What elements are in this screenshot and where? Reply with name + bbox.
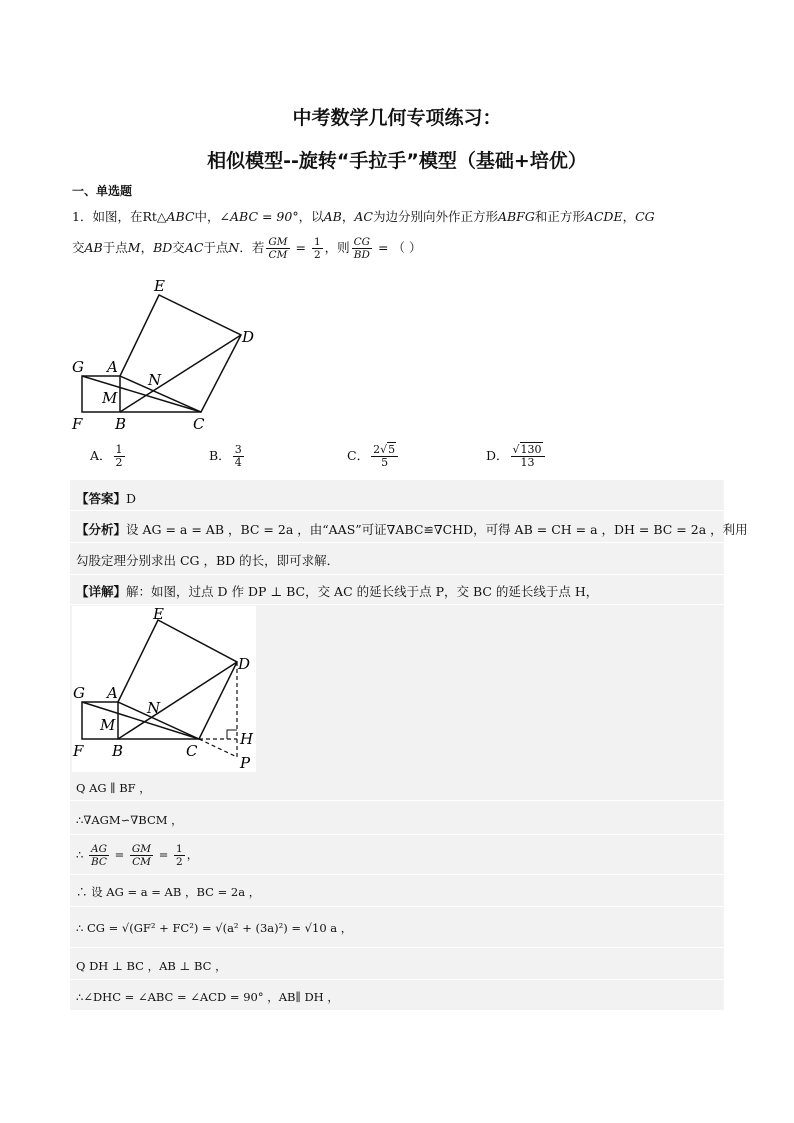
label-g: G bbox=[72, 358, 84, 376]
detail-line-1: 【详解】解：如图，过点 D 作 DP ⊥ BC，交 AC 的延长线于点 P，交 BC 的延长线于点 H， bbox=[76, 584, 599, 599]
geometry-figure-solution bbox=[72, 606, 256, 772]
label-a: A bbox=[107, 684, 118, 702]
step-7: ∴∠DHC = ∠ABC = ∠ACD = 90° ，AB∥ DH ， bbox=[76, 990, 339, 1004]
label-g: G bbox=[73, 684, 85, 702]
label-f: F bbox=[72, 415, 83, 433]
divider bbox=[70, 574, 724, 575]
option-d[interactable]: D． $\frac{√130}{13}$ bbox=[486, 444, 547, 469]
page-subtitle: 相似模型--旋转“手拉手”模型（基础+培优） bbox=[207, 150, 587, 172]
divider bbox=[70, 979, 724, 980]
geometry-figure-question bbox=[70, 275, 270, 435]
divider bbox=[70, 800, 724, 801]
answer-row: 【答案】D bbox=[76, 491, 137, 506]
divider bbox=[70, 542, 724, 543]
section-label: 一、单选题 bbox=[72, 184, 133, 198]
label-b: B bbox=[112, 742, 124, 760]
label-e: E bbox=[153, 606, 164, 623]
option-a[interactable]: A． $\frac{1}{2}$ bbox=[90, 443, 123, 469]
analysis-line-1: 【分析】设 AG = a = AB ，BC = 2a ，由“AAS”可证∇ABC≌∇CHD，可得 AB = CH = a ，DH = BC = 2a ，利用 bbox=[76, 522, 748, 537]
option-c[interactable]: C． $\frac{2√5}{5}$ bbox=[347, 444, 400, 469]
step-4: ∴ 设 AG = a = AB ，BC = 2a ， bbox=[76, 885, 261, 899]
label-d: D bbox=[238, 655, 251, 673]
divider bbox=[70, 834, 724, 835]
label-e: E bbox=[154, 277, 165, 295]
step-1: Q AG ∥ BF ， bbox=[76, 781, 151, 795]
page-title: 中考数学几何专项练习： bbox=[292, 107, 502, 129]
label-b: B bbox=[115, 415, 127, 433]
divider bbox=[70, 510, 724, 511]
question-line-2: 交AB于点M，BD交AC于点N．若 $\frac{GM}{CM}$ = $\frac{1}{2}$ ，则 $\frac{CG}{BD}$ = （ ） bbox=[72, 236, 422, 261]
step-2: ∴∇AGM∽∇BCM ， bbox=[76, 813, 183, 827]
label-c: C bbox=[186, 742, 198, 760]
fraction-gm-cm: $\frac{GM}{CM}$ bbox=[268, 236, 288, 261]
label-m: M bbox=[102, 389, 118, 407]
label-p: P bbox=[240, 754, 251, 772]
step-6: Q DH ⊥ BC ，AB ⊥ BC ， bbox=[76, 959, 227, 973]
label-n: N bbox=[148, 371, 162, 389]
option-b[interactable]: B． $\frac{3}{4}$ bbox=[209, 443, 242, 469]
analysis-line-2: 勾股定理分别求出 CG ，BD 的长，即可求解． bbox=[76, 553, 340, 568]
label-n: N bbox=[147, 699, 161, 717]
divider bbox=[70, 874, 724, 875]
label-c: C bbox=[193, 415, 205, 433]
label-m: M bbox=[100, 716, 116, 734]
label-a: A bbox=[107, 358, 118, 376]
label-d: D bbox=[242, 328, 255, 346]
label-h: H bbox=[240, 730, 254, 748]
divider bbox=[70, 604, 724, 605]
fraction-one-half: $\frac{1}{2}$ bbox=[313, 236, 321, 261]
divider bbox=[70, 947, 724, 948]
label-f: F bbox=[73, 742, 84, 760]
step-3: ∴ $\frac{AG}{BC}$ = $\frac{GM}{CM}$ = $\frac{1}{2}$ ， bbox=[76, 843, 199, 868]
step-5: ∴ CG = √(GF² + FC²) = √(a² + (3a)²) = √10 a ， bbox=[76, 921, 353, 935]
question-line-1: 1．如图，在Rt△ABC中，∠ABC = 90°，以AB，AC为边分别向外作正方形ABFG和正方形ACDE，CG bbox=[72, 209, 655, 224]
divider bbox=[70, 906, 724, 907]
fraction-cg-bd: $\frac{CG}{BD}$ bbox=[353, 236, 371, 261]
